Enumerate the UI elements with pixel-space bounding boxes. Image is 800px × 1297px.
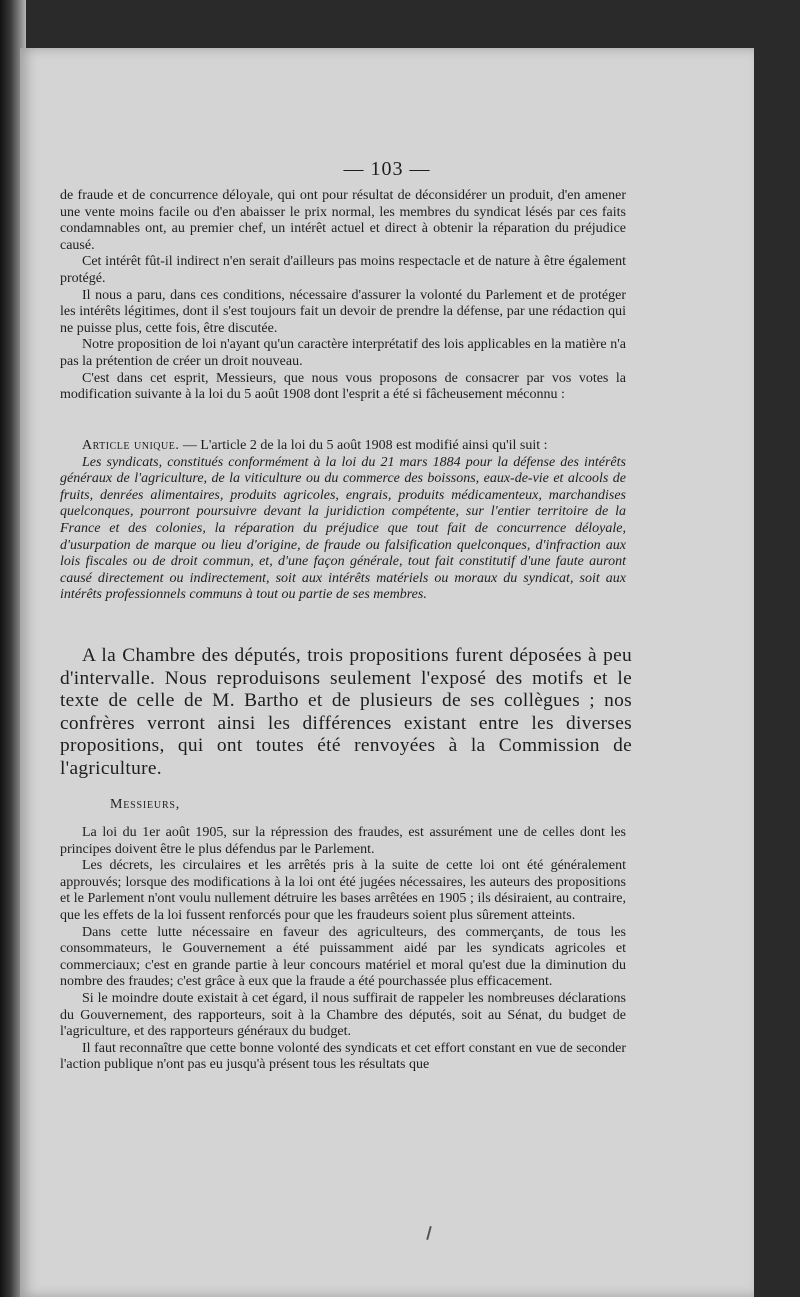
page-number: — 103 — [343,158,431,180]
document-page [20,48,754,1297]
text-block-proposal [60,825,626,1074]
article-intro: — L'article 2 de la loi du 5 août 1908 est modifié ainsi qu'il suit : [179,438,548,453]
paragraph: de fraude et de concurrence déloyale, qui ont pour résultat de déconsidérer un produit, d'en amener une vente moins facile ou d'en abaisser le prix normal, les membres du syndicat lésés par ces faits condamnables ont, au premier chef, un intérêt actuel et direct à obtenir la réparation du préjudice causé. [60,188,626,253]
salutation: Messieurs, [110,797,181,812]
paragraph: Notre proposition de loi n'ayant qu'un caractère interprétatif des lois applicables en la matière n'a pas la prétention de créer un droit nouveau. [60,337,626,369]
paragraph: Cet intérêt fût-il indirect n'en serait d'ailleurs pas moins respectacle et de nature à être également protégé. [60,254,626,286]
paragraph: La loi du 1er août 1905, sur la répression des fraudes, est assurément une de celles dont les principes doivent être le plus défendus par le Parlement. [60,825,626,857]
large-print-block [60,645,632,781]
pencil-mark [426,1226,432,1240]
paragraph: Les décrets, les circulaires et les arrêtés pris à la suite de cette loi ont été généralement approuvés; lorsque des modifications à la loi ont été jugées nécessaires, les auteurs des propositions et le Parlement n'ont voulu nullement détruire les bases arrêtées en 1905 ; ils désiraient, au contraire, que les effets de la loi fussent renforcés pour que les fraudeurs soient plus sûrement atteints. [60,858,626,923]
text-block-intro [60,188,626,404]
article-heading [60,438,626,455]
article-label: Article unique. [82,438,180,453]
large-paragraph: A la Chambre des députés, trois propositions furent déposées à peu d'intervalle. Nous reproduisons seulement l'exposé des motifs et le texte de celle de M. Bartho et de plusieurs de ses collègues ; nos confrères verront ainsi les différences existant entre les diverses propositions, qui ont toutes été renvoyées à la Commission de l'agriculture. [60,645,632,779]
paragraph: Si le moindre doute existait à cet égard, il nous suffirait de rappeler les nombreuses déclarations du Gouvernement, des rapporteurs, soit à la Chambre des députés, soit au Sénat, du budget de l'agriculture, et des rapporteurs généraux du budget. [60,990,626,1040]
paragraph: Il nous a paru, dans ces conditions, nécessaire d'assurer la volonté du Parlement et de protéger les intérêts légitimes, dont il s'est toujours fait un devoir de prendre la défense, par une rédaction qui ne puisse plus, cette fois, être discutée. [60,287,626,336]
article-body: Les syndicats, constitués conformément à la loi du 21 mars 1884 pour la défense des intérêts généraux de l'agriculture, de la viticulture ou du commerce des boissons, eaux-de-vie et alcools de fruits, denrées alimentaires, produits agricoles, engrais, produits médicamenteux, marchandises quelconques, pourront poursuivre devant la juridiction compétente, sur l'entier territoire de la France et des colonies, la réparation du préjudice que tout fait de concurrence déloyale, d'usurpation de marque ou lieu d'origine, de fraude ou falsification quelconques, d'infraction aux lois fiscales ou de droit commun, et, d'une façon générale, tout fait constitutif d'une faute auront causé directement ou indirectement, soit aux intérêts matériels ou moraux du syndicat, soit aux intérêts professionnels communs à tout ou partie de ses membres. [60,454,626,603]
paragraph: Dans cette lutte nécessaire en faveur des agriculteurs, des commerçants, de tous les consommateurs, le Gouvernement a été puissamment aidé par les syndicats agricoles et commerciaux; c'est en grande partie à leur concours matériel et moral qu'est due la diminution du nombre des fraudes; c'est grâce à eux que la fraude a été pourchassée plus efficacement. [60,924,626,990]
paragraph: Il faut reconnaître que cette bonne volonté des syndicats et cet effort constant en vue de seconder l'action publique n'ont pas eu jusqu'à présent tous les résultats que [60,1040,626,1073]
article-block [60,438,626,604]
paragraph: C'est dans cet esprit, Messieurs, que nous vous proposons de consacrer par vos votes la modification suivante à la loi du 5 août 1908 dont l'esprit a été si fâcheusement méconnu : [60,370,626,403]
